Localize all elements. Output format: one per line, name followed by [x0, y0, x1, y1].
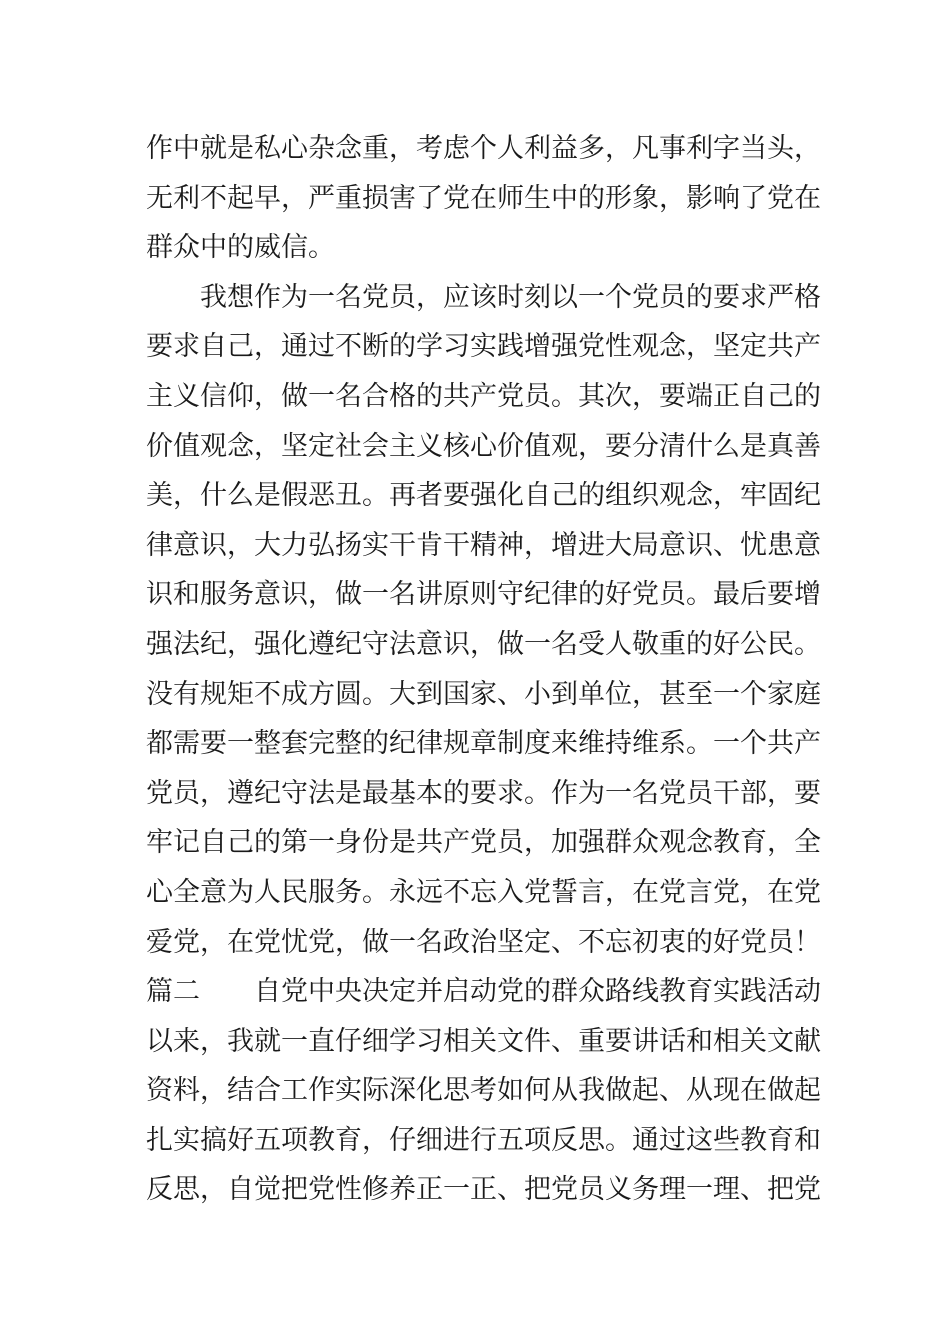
text-line: 价值观念，坚定社会主义核心价值观，要分清什么是真善	[146, 430, 821, 462]
text-line: 无利不起早，严重损害了党在师生中的形象，影响了党在	[146, 182, 821, 214]
text-line: 牢记自己的第一身份是共产党员，加强群众观念教育，全	[146, 827, 821, 859]
text-line: 党员，遵纪守法是最基本的要求。作为一名党员干部，要	[146, 777, 821, 809]
text-line: 以来，我就一直仔细学习相关文件、重要讲话和相关文献	[146, 1025, 821, 1057]
text-line: 识和服务意识，做一名讲原则守纪律的好党员。最后要增	[146, 579, 821, 611]
text-line: 律意识，大力弘扬实干肯干精神，增进大局意识、忧患意	[146, 529, 821, 561]
text-line: 作中就是私心杂念重，考虑个人利益多，凡事利字当头，	[146, 133, 821, 164]
paragraph-first-line: 我想作为一名党员，应该时刻以一个党员的要求严格	[200, 281, 821, 313]
section-label: 篇二	[146, 976, 200, 1008]
text-line: 扎实搞好五项教育，仔细进行五项反思。通过这些教育和	[146, 1124, 821, 1156]
text-line: 心全意为人民服务。永远不忘入党誓言，在党言党，在党	[146, 876, 821, 908]
text-line: 要求自己，通过不断的学习实践增强党性观念，坚定共产	[146, 331, 821, 363]
text-line: 反思，自觉把党性修养正一正、把党员义务理一理、把党	[146, 1174, 821, 1206]
text-line: 资料，结合工作实际深化思考如何从我做起、从现在做起	[146, 1075, 821, 1107]
text-line: 没有规矩不成方圆。大到国家、小到单位，甚至一个家庭	[146, 678, 821, 710]
document-body	[146, 124, 826, 1215]
section-first-line: 自党中央决定并启动党的群众路线教育实践活动	[254, 976, 821, 1008]
text-line: 主义信仰，做一名合格的共产党员。其次，要端正自己的	[146, 380, 821, 412]
text-line: 都需要一整套完整的纪律规章制度来维持维系。一个共产	[146, 728, 821, 760]
text-line: 群众中的威信。	[146, 232, 335, 264]
text-line: 强法纪，强化遵纪守法意识，做一名受人敬重的好公民。	[146, 628, 821, 660]
text-line: 美，什么是假恶丑。再者要强化自己的组织观念，牢固纪	[146, 480, 821, 512]
text-line: 爱党，在党忧党，做一名政治坚定、不忘初衷的好党员！	[146, 926, 821, 958]
section-heading-line	[146, 967, 826, 1017]
